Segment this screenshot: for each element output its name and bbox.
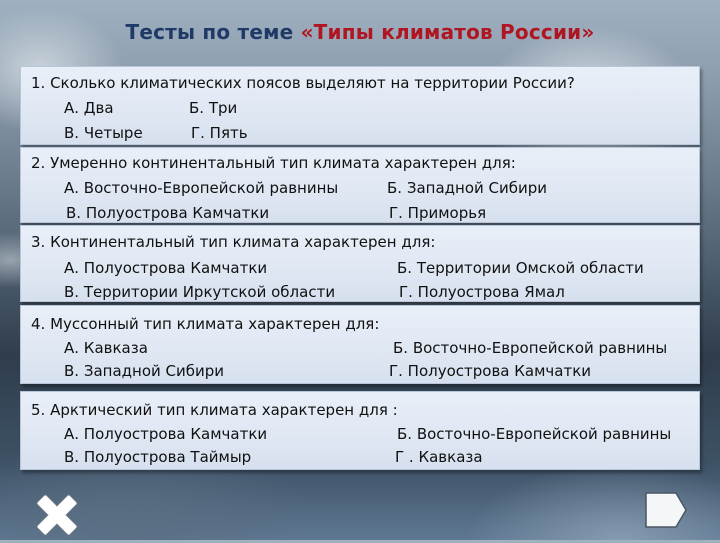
answer-b[interactable]: Б. Восточно-Европейской равнины xyxy=(393,339,668,357)
answer-b[interactable]: Б. Западной Сибири xyxy=(387,179,547,197)
close-button[interactable] xyxy=(33,491,81,539)
question-card-4 xyxy=(20,305,700,384)
question-text: 3. Континентальный тип климата характерен для: xyxy=(31,233,436,251)
title-prefix: Тесты по теме xyxy=(125,20,301,44)
answer-d[interactable]: Г. Полуострова Ямал xyxy=(399,283,565,301)
answer-c[interactable]: В. Полуострова Таймыр xyxy=(64,448,252,466)
answer-a[interactable]: А. Полуострова Камчатки xyxy=(64,259,268,277)
answer-c[interactable]: В. Западной Сибири xyxy=(64,362,224,380)
answer-c[interactable]: В. Территории Иркутской области xyxy=(64,283,336,301)
question-text: 5. Арктический тип климата характерен для : xyxy=(31,401,398,419)
answer-a[interactable]: А. Восточно-Европейской равнины xyxy=(64,179,339,197)
title-topic: «Типы климатов России» xyxy=(300,20,595,44)
question-text: 1. Сколько климатических поясов выделяют на территории России? xyxy=(31,74,575,92)
answer-b[interactable]: Б. Три xyxy=(189,99,238,117)
answer-c[interactable]: В. Полуострова Камчатки xyxy=(66,204,270,222)
answer-d[interactable]: Г. Приморья xyxy=(389,204,487,222)
close-icon xyxy=(33,491,81,539)
answer-b[interactable]: Б. Территории Омской области xyxy=(397,259,644,277)
answer-a[interactable]: А. Два xyxy=(64,99,114,117)
answer-d[interactable]: Г . Кавказа xyxy=(395,448,483,466)
answer-a[interactable]: А. Кавказа xyxy=(64,339,148,357)
next-icon xyxy=(644,491,688,529)
page-title xyxy=(0,20,720,44)
next-button[interactable] xyxy=(644,491,688,529)
question-text: 4. Муссонный тип климата характерен для: xyxy=(31,315,380,333)
answer-b[interactable]: Б. Восточно-Европейской равнины xyxy=(397,425,672,443)
question-text: 2. Умеренно континентальный тип климата характерен для: xyxy=(31,154,516,172)
question-card-2 xyxy=(20,147,700,223)
answer-d[interactable]: Г. Пять xyxy=(191,124,248,142)
question-card-1 xyxy=(20,66,700,145)
question-card-5 xyxy=(20,391,700,470)
answer-a[interactable]: А. Полуострова Камчатки xyxy=(64,425,268,443)
answer-d[interactable]: Г. Полуострова Камчатки xyxy=(389,362,592,380)
answer-c[interactable]: В. Четыре xyxy=(64,124,143,142)
question-card-3 xyxy=(20,225,700,302)
